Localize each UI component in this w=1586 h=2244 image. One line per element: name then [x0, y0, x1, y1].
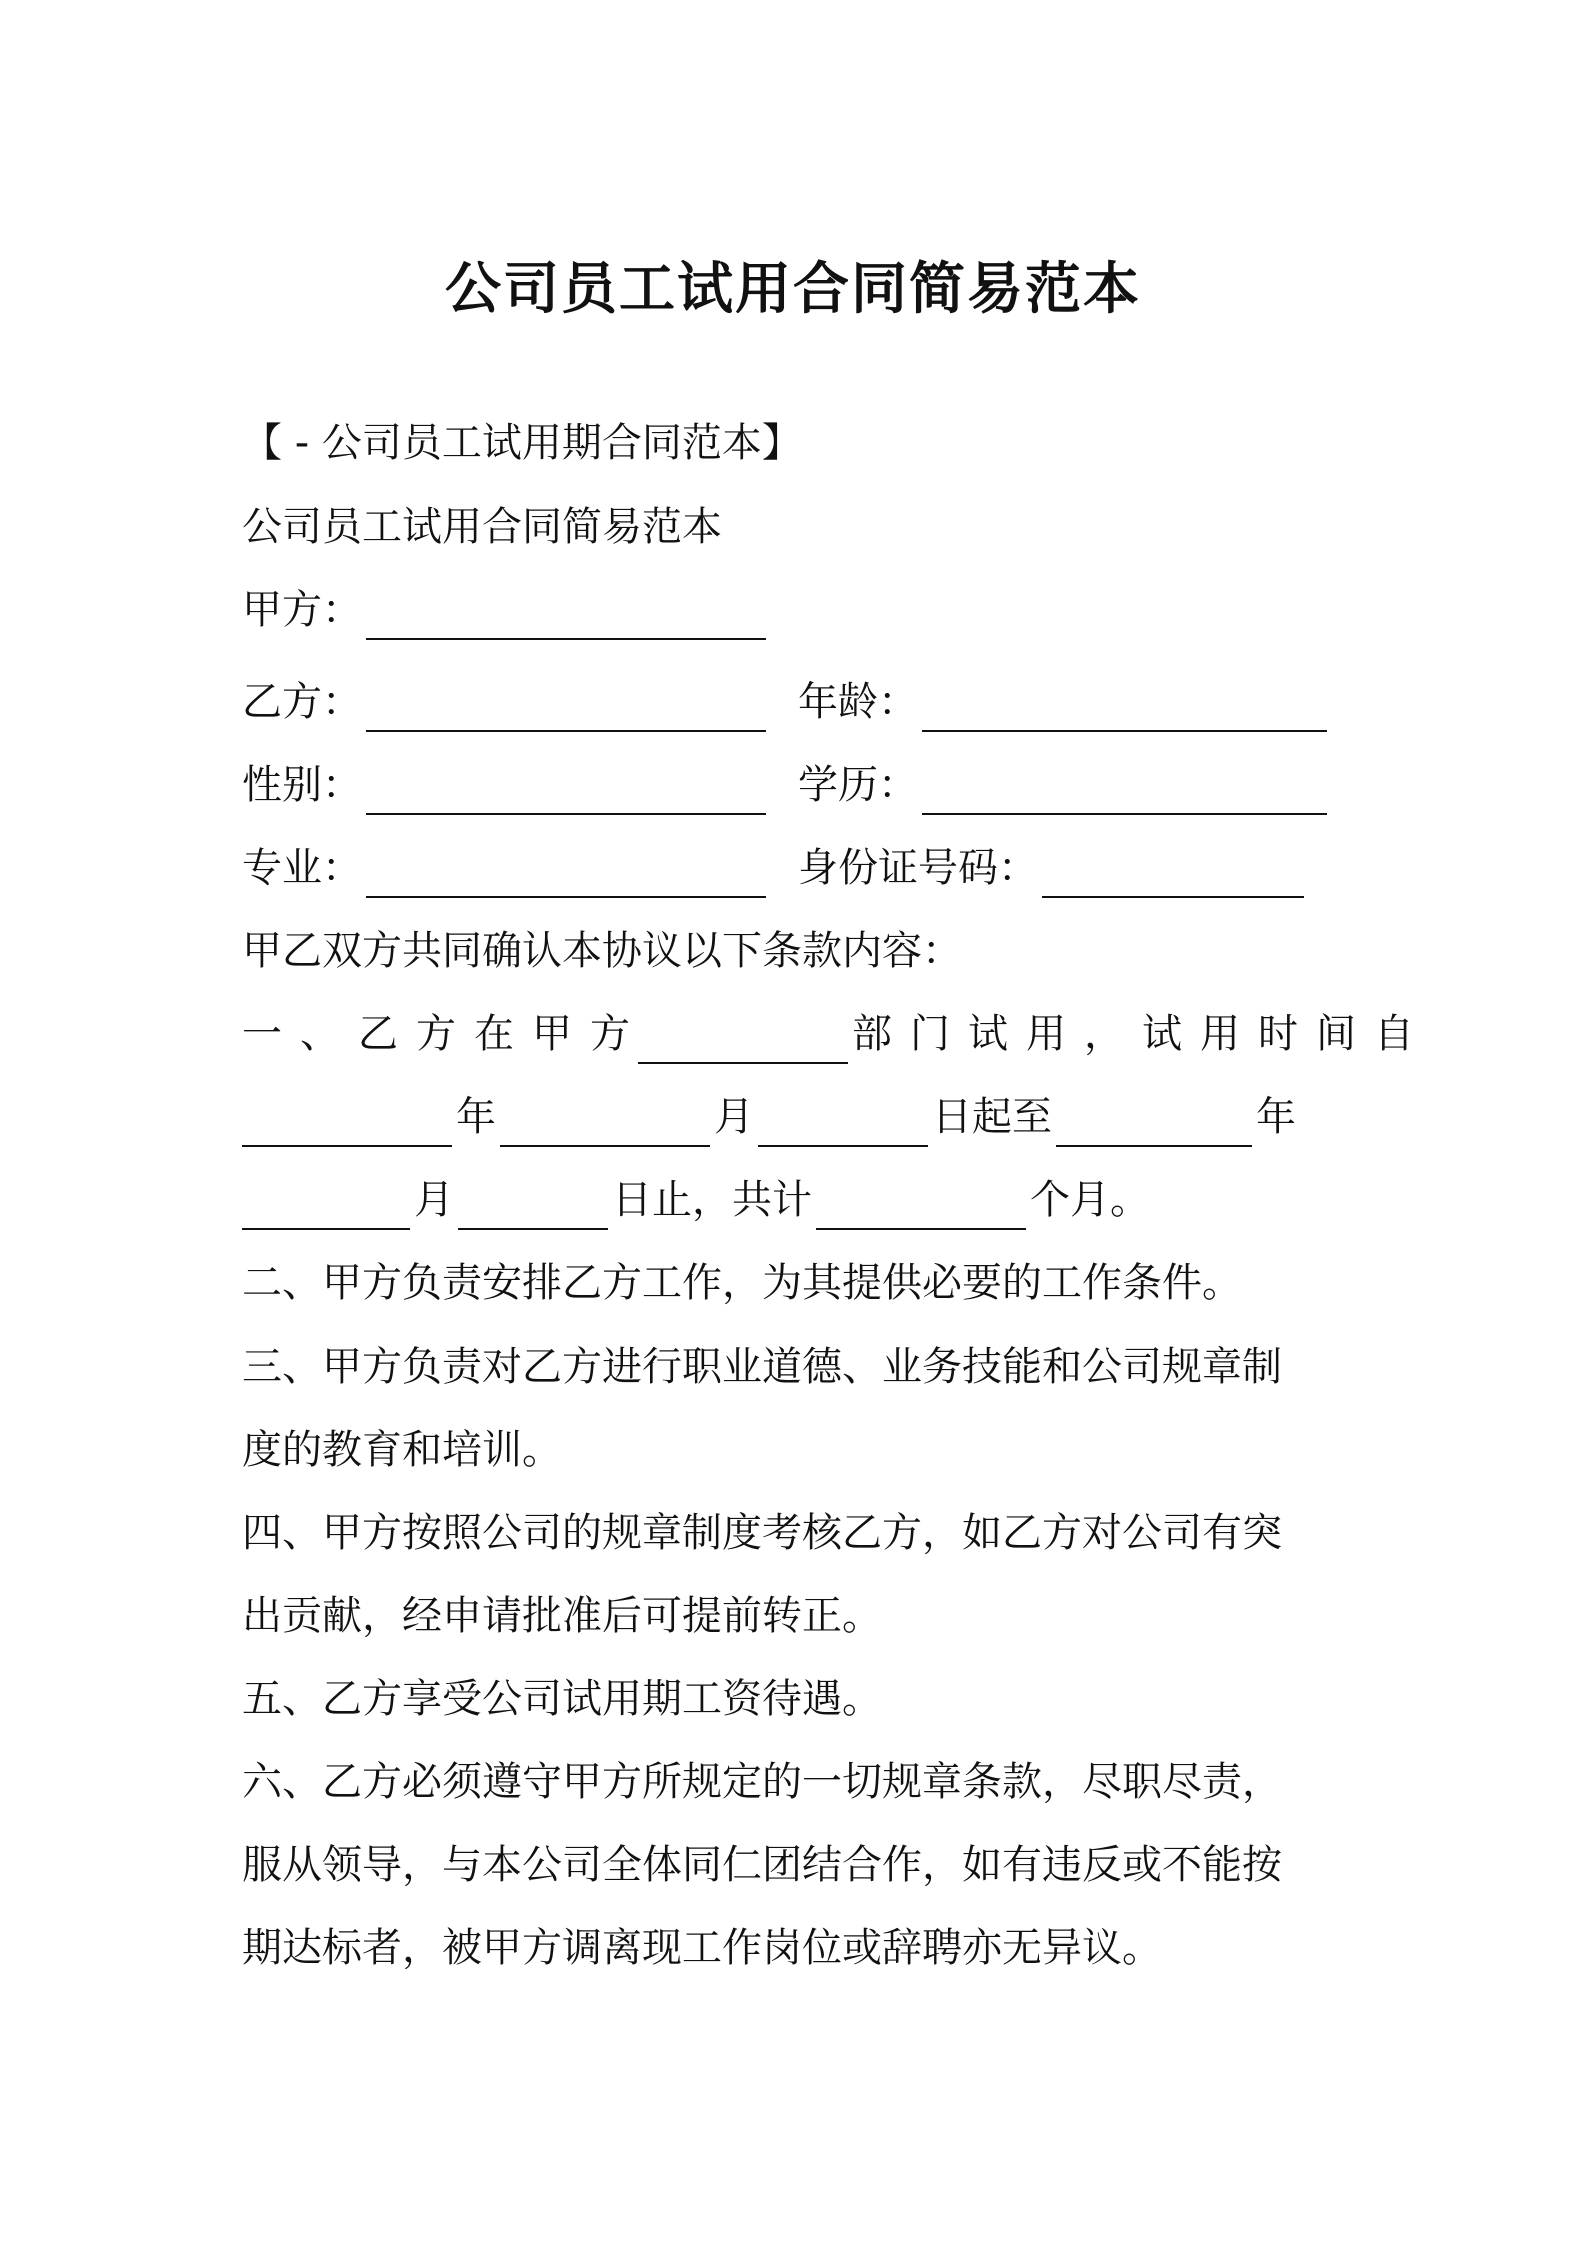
document-title: 公司员工试用合同简易范本 [445, 257, 1141, 322]
education-blank [922, 769, 1327, 815]
clause-6-line-2: 服从领导，与本公司全体同仁团结合作，如有违反或不能按 [242, 1842, 1282, 1888]
start-day-blank [758, 1101, 928, 1147]
clause-1-part-e: 日起至 [932, 1094, 1052, 1140]
clause-1-part-h: 日止，共计 [612, 1177, 812, 1223]
id-number-blank [1042, 852, 1304, 898]
clause-3-line-1: 三、甲方负责对乙方进行职业道德、业务技能和公司规章制 [242, 1344, 1282, 1390]
end-month-blank [242, 1184, 410, 1230]
gender-blank [366, 769, 766, 815]
major-row [242, 838, 1352, 898]
clause-4-line-1: 四、甲方按照公司的规章制度考核乙方，如乙方对公司有突 [242, 1510, 1282, 1556]
major-blank [366, 852, 766, 898]
party-a-label: 甲方： [242, 587, 362, 633]
party-b-blank [366, 686, 766, 732]
party-a-row [242, 580, 770, 640]
clause-6-line-3: 期达标者，被甲方调离现工作岗位或辞聘亦无异议。 [242, 1925, 1162, 1971]
education-label: 学历： [798, 762, 918, 808]
clause-1-part-c: 年 [456, 1094, 496, 1140]
intro: 甲乙双方共同确认本协议以下条款内容： [242, 928, 962, 974]
age-label: 年龄： [798, 679, 918, 725]
clause-3-line-2: 度的教育和培训。 [242, 1427, 562, 1473]
party-a-blank [366, 594, 766, 640]
clause-1-part-b: 部门试用，试用时间自 [852, 1011, 1432, 1057]
major-label: 专业： [242, 845, 362, 891]
end-year-blank [1056, 1101, 1252, 1147]
clause-1-part-d: 月 [714, 1094, 754, 1140]
clause-6-line-1: 六、乙方必须遵守甲方所规定的一切规章条款，尽职尽责， [242, 1759, 1282, 1805]
clause-2: 二、甲方负责安排乙方工作，为其提供必要的工作条件。 [242, 1260, 1242, 1306]
gender-label: 性别： [242, 762, 362, 808]
clause-5: 五、乙方享受公司试用期工资待遇。 [242, 1676, 882, 1722]
start-month-blank [500, 1101, 710, 1147]
heading: 公司员工试用合同简易范本 [242, 504, 722, 550]
start-year-blank [242, 1101, 452, 1147]
clause-1-part-i: 个月。 [1030, 1177, 1150, 1223]
clause-1-part-g: 月 [414, 1177, 454, 1223]
clause-1-line-2 [242, 1087, 1296, 1147]
gender-row [242, 755, 1352, 815]
end-day-blank [458, 1184, 608, 1230]
clause-1-part-f: 年 [1256, 1094, 1296, 1140]
clause-1-line-1 [242, 1004, 1432, 1064]
clause-1-line-3 [242, 1170, 1150, 1230]
clause-4-line-2: 出贡献，经申请批准后可提前转正。 [242, 1593, 882, 1639]
party-b-label: 乙方： [242, 679, 362, 725]
clause-1-part-a: 一、乙方在甲方 [242, 1011, 648, 1057]
total-months-blank [816, 1184, 1026, 1230]
age-blank [922, 686, 1327, 732]
department-blank [638, 1018, 848, 1064]
subtitle: 【 - 公司员工试用期合同范本】 [242, 420, 802, 466]
party-b-row [242, 672, 1352, 732]
id-number-label: 身份证号码： [798, 845, 1038, 891]
